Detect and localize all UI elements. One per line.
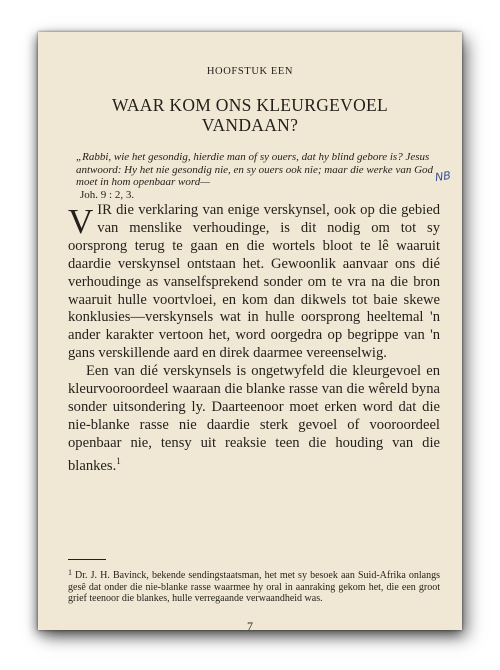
- drop-cap: V: [68, 202, 94, 241]
- book-page: [38, 32, 462, 633]
- paragraph-1: [68, 202, 440, 363]
- footnote-text: Dr. J. H. Bavinck, bekende sendingstaatsman, het met sy besoek aan Suid-Afrika onlangs gesê dat onder die nie-blanke rasse waarmee hy oral in aanraking gekom het, die een groot grief teenoor die blankes, hulle verregaande verwaandheid was.: [68, 570, 440, 605]
- footnote: [68, 567, 440, 605]
- body-text: [68, 202, 440, 475]
- chapter-title-line1: WAAR KOM ONS KLEURGEVOEL: [111, 95, 388, 115]
- chapter-title: [78, 95, 422, 135]
- handwritten-margin-note: NB: [434, 168, 452, 185]
- footnote-marker: 1: [116, 455, 121, 466]
- chapter-heading: HOOFSTUK EEN: [206, 66, 294, 77]
- paragraph-2-text: Een van dié verskynsels is ongetwyfeld die kleurgevoel en kleurvooroordeel waaraan die blanke rasse van die wêreld byna sonder uitsondering ly. Daarteenoor moet erken word dat die nie-blanke rasse nie daardie sterk gevoel of vooroordeel openbaar nie, tensy uit reaksie teen die houding van die blankes.: [68, 363, 440, 474]
- epigraph-reference: Joh. 9 : 2, 3.: [80, 188, 135, 201]
- page-number: 7: [247, 619, 253, 633]
- paragraph-1-text: IR die verklaring van enige verskynsel, ook op die gebied van menslike verhoudinge, is dit nodig om tot sy oorsprong terug te gaan en die wortels bloot te lê waaruit daardie verskynsel ontstaan het. Gewoonlik aanvaar ons dié verhoudinge as vanselfsprekend sonder om te vra na die bron waaruit hulle voortvloei, en kom dan dikwels tot baie skewe konklusies—verskynsels wat in hulle oorsprong heeltemal 'n ander karakter vertoon het, word oorgedra op begrippe van 'n gans verskillende aard en direk daarmee vereenselwig.: [68, 202, 440, 362]
- epigraph: [76, 151, 434, 201]
- epigraph-text: „Rabbi, wie het gesondig, hierdie man of sy ouers, dat hy blind gebore is? Jesus antwoord: Hy het nie gesondig nie, en sy ouers ook nie; maar die werke van God moet in hom openbaar word—: [76, 151, 434, 188]
- chapter-title-line2: VANDAAN?: [201, 115, 299, 135]
- footnote-rule: [68, 559, 106, 560]
- paragraph-2: [68, 363, 440, 475]
- footnote-number: 1: [68, 568, 72, 577]
